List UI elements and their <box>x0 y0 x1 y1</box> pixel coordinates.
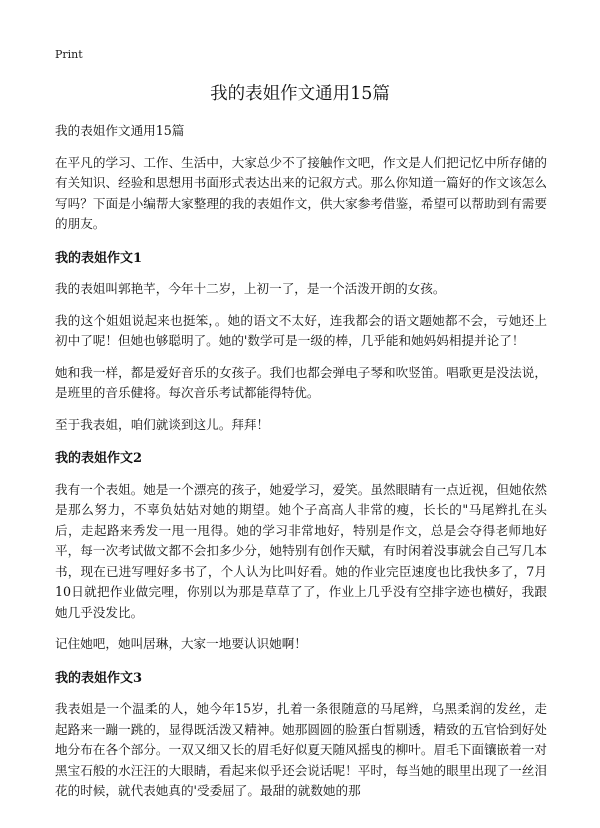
section-paragraph: 她和我一样，都是爱好音乐的女孩子。我们也都会弹电子琴和吹竖笛。唱歌更是没法说，是班里的音乐健将。每次音乐考试都能得特优。 <box>55 364 547 400</box>
intro-paragraph: 在平凡的学习、工作、生活中，大家总少不了接触作文吧，作文是人们把记忆中所存储的有关知识、经验和思想用书面形式表达出来的记叙方式。那么你知道一篇好的作文该怎么写吗？下面是小编帮大家整理的我的表姐作文，供大家参考借鉴，希望可以帮助到有需要的朋友。 <box>55 154 547 231</box>
essay-section-3 <box>55 669 547 802</box>
section-heading: 我的表姐作文2 <box>55 451 143 466</box>
section-paragraph: 记住她吧，她叫居琳，大家一地要认识她啊！ <box>55 636 307 651</box>
section-heading: 我的表姐作文1 <box>55 250 143 266</box>
document-subtitle: 我的表姐作文通用15篇 <box>55 123 185 138</box>
essay-section-1 <box>55 249 547 436</box>
section-paragraph: 我有一个表姐。她是一个漂亮的孩子，她爱学习，爱笑。虽然眼睛有一点近视，但她依然是那么努力，不辜负姑姑对她的期望。她个子高高人非常的瘦，长长的"马尾辫扎在头后，走起路来秀发一甩一甩得。她的学习非常地好，特别是作文，总是会夺得老师地好平，每一次考试做文都不会扣多少分，她特别有创作天赋，有时闲着没事就会自己写几本书，现在已进写哩好多书了，个人认为比叫好看。她的作业完臣速度也比我快多了，7月10日就把作业做完哩，你别以为那是草草了了，作业上几乎没有空排字迹也横好，我跟她几乎没发比。 <box>55 481 547 620</box>
section-paragraph: 我的这个姐姐说起来也挺笨，。她的语文不太好，连我都会的语文题她都不会，亏她还上初中了呢！但她也够聪明了。她的'数学可是一级的棒，几乎能和她妈妈相提并论了！ <box>55 312 547 348</box>
section-paragraph: 我的表姐叫郭艳芊，今年十二岁，上初一了，是一个活泼开朗的女孩。 <box>55 281 446 296</box>
print-link[interactable]: Print <box>55 48 83 61</box>
section-paragraph: 我表姐是一个温柔的人，她今年15岁，扎着一条很随意的马尾辫，乌黑柔润的发丝，走起路来一蹦一跳的，显得既活泼又精神。她那圆圆的脸蛋白皙剔透，精致的五官恰到好处地分布在各个部分。一双又细又长的眉毛好似夏天随风摇曳的柳叶。眉毛下面镶嵌着一对黑宝石般的水汪汪的大眼睛，看起来似乎还会说话呢！平时，每当她的眼里出现了一丝泪花的时候，就代表她真的'受委屈了。最甜的就数她的那 <box>55 701 547 798</box>
document-title: 我的表姐作文通用15篇 <box>210 84 390 104</box>
section-paragraph: 至于我表姐，咱们就谈到这儿。拜拜！ <box>55 416 270 432</box>
section-heading: 我的表姐作文3 <box>55 670 143 686</box>
essay-section-2 <box>55 449 547 655</box>
document-body <box>55 121 547 813</box>
